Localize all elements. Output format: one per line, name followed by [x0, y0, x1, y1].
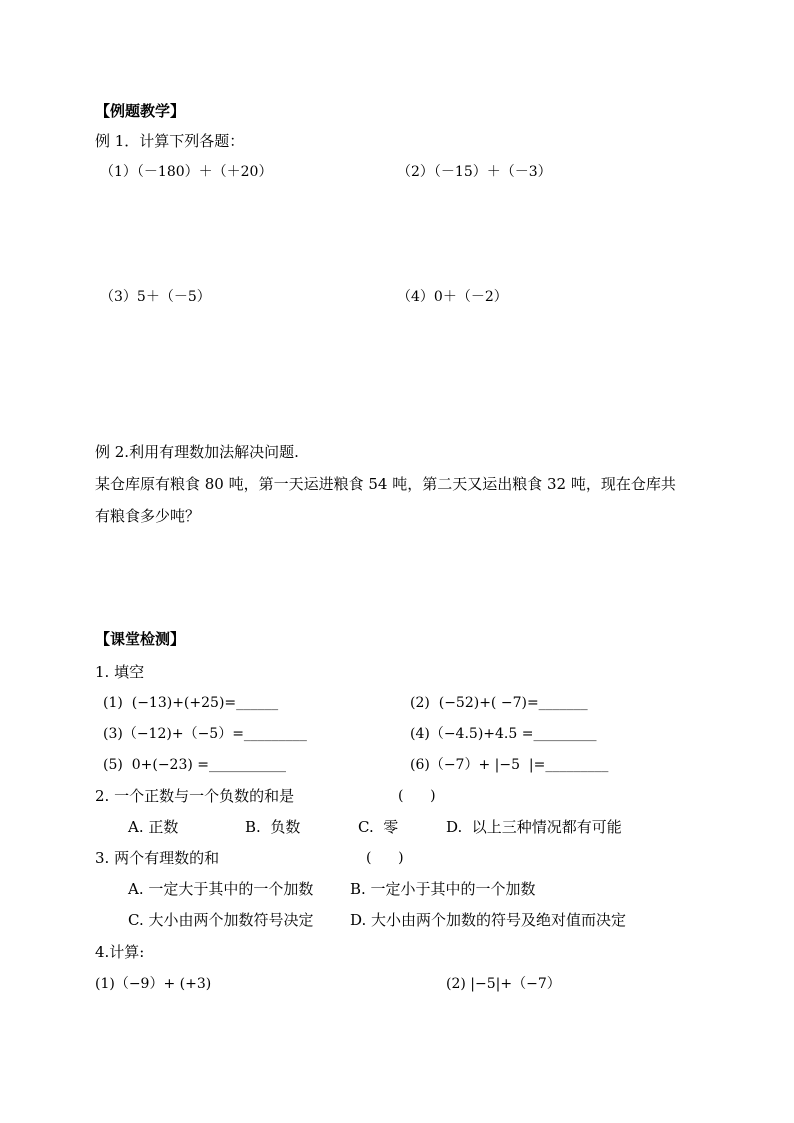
- section-heading-check: 【课堂检测】: [95, 630, 186, 648]
- question-4-item-1: (1)（−9）+ (+3): [95, 976, 212, 992]
- section-heading-example: 【例题教学】: [95, 102, 186, 120]
- question-3-option-c: C. 大小由两个加数符号决定: [128, 911, 314, 929]
- question-2-option-c: C. 零: [358, 818, 399, 836]
- question-2-option-d: D. 以上三种情况都有可能: [446, 818, 622, 836]
- question-1-title: 1. 填空: [95, 663, 145, 681]
- question-1-item-6: (6)（−7）+ |−5 |=_________: [410, 757, 609, 773]
- question-1-item-1: (1) (−13)+(+25)=______: [103, 695, 279, 711]
- question-3-option-b: B. 一定小于其中的一个加数: [350, 880, 536, 898]
- question-3-title: 3. 两个有理数的和: [95, 849, 220, 867]
- question-4-title: 4.计算:: [95, 943, 145, 961]
- question-2-option-b: B. 负数: [245, 818, 301, 836]
- question-3-answer-paren: ( ): [366, 850, 404, 866]
- question-3-option-d: D. 大小由两个加数的符号及绝对值而决定: [350, 911, 627, 929]
- question-2-answer-paren: ( ): [398, 788, 436, 804]
- example-2-text-line-2: 有粮食多少吨？: [95, 507, 201, 525]
- example-1-item-1: （1）（－180）＋（＋20）: [100, 164, 273, 180]
- question-1-item-3: (3)（−12)+（−5）=_________: [103, 726, 307, 742]
- question-2-title: 2. 一个正数与一个负数的和是: [95, 787, 295, 805]
- example-2-text-line-1: 某仓库原有粮食 80 吨，第一天运进粮食 54 吨，第二天又运出粮食 32 吨，现在仓库共: [95, 475, 676, 493]
- question-4-item-2: (2) |−5|+（−7）: [446, 976, 561, 992]
- example-1-item-4: （4）0＋（－2）: [397, 289, 508, 305]
- question-1-item-5: (5) 0+(−23) =___________: [103, 757, 287, 773]
- question-3-option-a: A. 一定大于其中的一个加数: [128, 880, 314, 898]
- question-1-item-4: (4)（−4.5)+4.5 =_________: [410, 726, 597, 742]
- question-1-item-2: (2) (−52)+( −7)=_______: [410, 695, 588, 711]
- example-2-title: 例 2.利用有理数加法解决问题.: [95, 443, 299, 461]
- question-2-option-a: A. 正数: [128, 818, 179, 836]
- example-1-item-3: （3）5＋（－5）: [100, 289, 211, 305]
- example-1-title: 例 1．计算下列各题：: [95, 132, 245, 150]
- example-1-item-2: （2）（－15）＋（－3）: [397, 164, 552, 180]
